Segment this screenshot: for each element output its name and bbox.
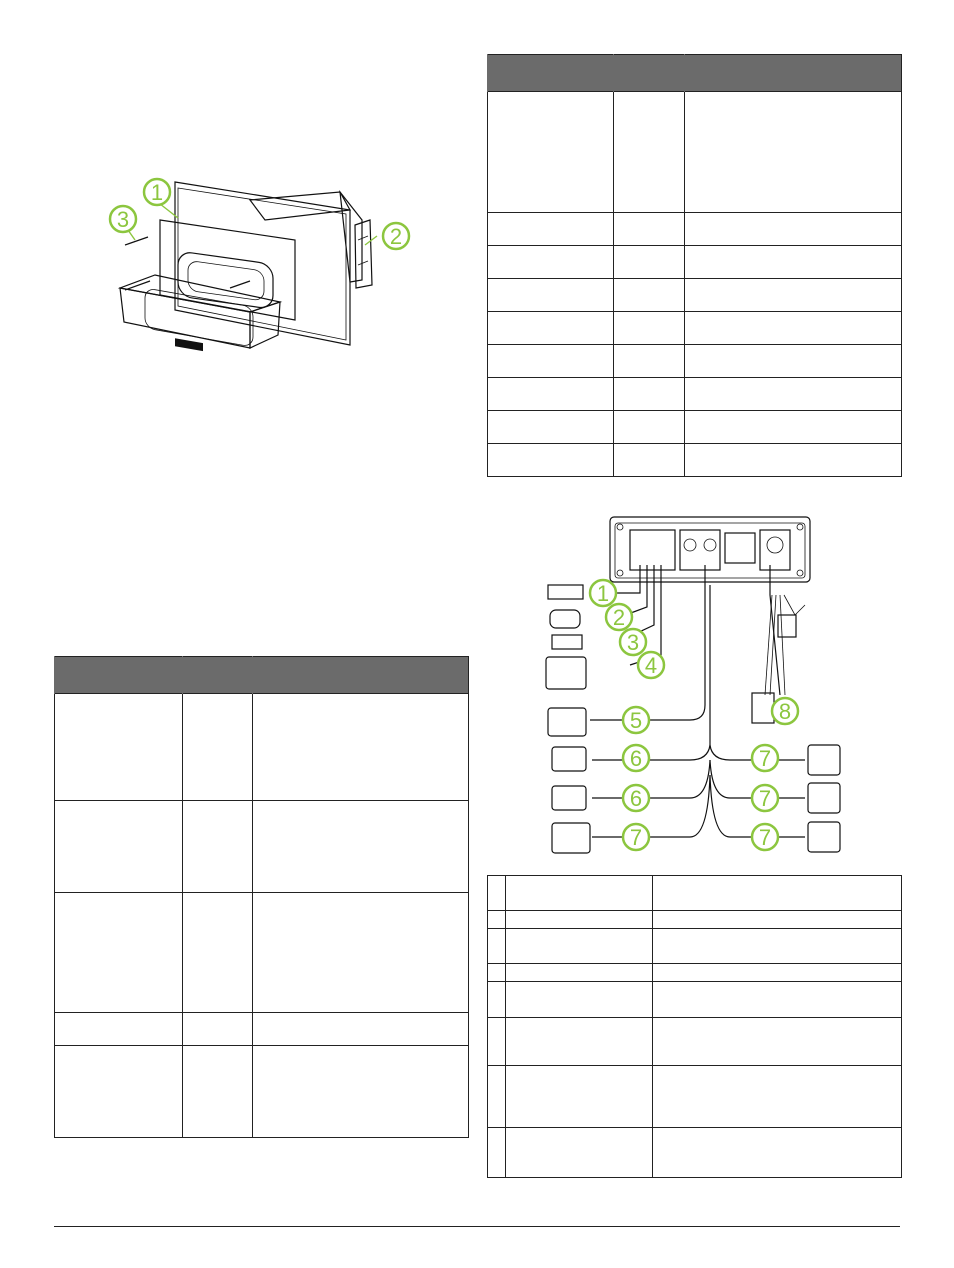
table-row <box>488 1128 902 1178</box>
callout-7 <box>623 824 649 850</box>
callout-4 <box>638 652 664 678</box>
callout-7 <box>752 824 778 850</box>
left-spec-table <box>54 656 469 1138</box>
svg-text:4: 4 <box>644 653 658 678</box>
table-row <box>488 92 902 213</box>
callout-6 <box>623 785 649 811</box>
table-row <box>55 694 469 801</box>
callout-2 <box>606 604 632 630</box>
table-header-row <box>55 657 469 694</box>
table-row <box>488 929 902 964</box>
svg-text:2: 2 <box>389 224 403 249</box>
footer-rule <box>54 1226 900 1227</box>
table-row <box>488 345 902 378</box>
callout-1 <box>144 179 170 205</box>
callout-3 <box>110 206 136 232</box>
svg-text:3: 3 <box>116 207 130 232</box>
table-row <box>488 982 902 1018</box>
svg-text:2: 2 <box>612 605 626 630</box>
svg-text:3: 3 <box>626 630 640 655</box>
table-row <box>488 279 902 312</box>
callout-1 <box>590 580 616 606</box>
table-row <box>488 312 902 345</box>
wiring-diagram <box>540 515 850 860</box>
svg-text:7: 7 <box>758 746 772 771</box>
svg-text:1: 1 <box>596 581 610 606</box>
callout-8 <box>772 698 798 724</box>
table-row <box>488 213 902 246</box>
svg-text:7: 7 <box>758 786 772 811</box>
table-row <box>55 1013 469 1046</box>
callout-2 <box>383 223 409 249</box>
table-row <box>488 246 902 279</box>
wiring-legend-table <box>487 875 902 1178</box>
svg-text:7: 7 <box>758 825 772 850</box>
callout-5 <box>623 707 649 733</box>
svg-text:6: 6 <box>629 786 643 811</box>
svg-text:8: 8 <box>778 699 792 724</box>
table-row <box>488 411 902 444</box>
table-row <box>488 1066 902 1128</box>
right-spec-table <box>487 54 902 477</box>
svg-text:5: 5 <box>629 708 643 733</box>
callout-6 <box>623 745 649 771</box>
svg-text:7: 7 <box>629 825 643 850</box>
callout-7 <box>752 785 778 811</box>
table-row <box>488 964 902 982</box>
callout-3 <box>620 629 646 655</box>
table-row <box>55 1046 469 1138</box>
table-row <box>55 801 469 893</box>
svg-text:6: 6 <box>629 746 643 771</box>
callout-7 <box>752 745 778 771</box>
mounting-diagram <box>100 170 430 370</box>
svg-text:1: 1 <box>150 180 164 205</box>
table-header-row <box>488 55 902 92</box>
table-row <box>488 876 902 911</box>
table-row <box>488 911 902 929</box>
table-row <box>488 1018 902 1066</box>
table-row <box>488 378 902 411</box>
table-row <box>55 893 469 1013</box>
table-row <box>488 444 902 477</box>
